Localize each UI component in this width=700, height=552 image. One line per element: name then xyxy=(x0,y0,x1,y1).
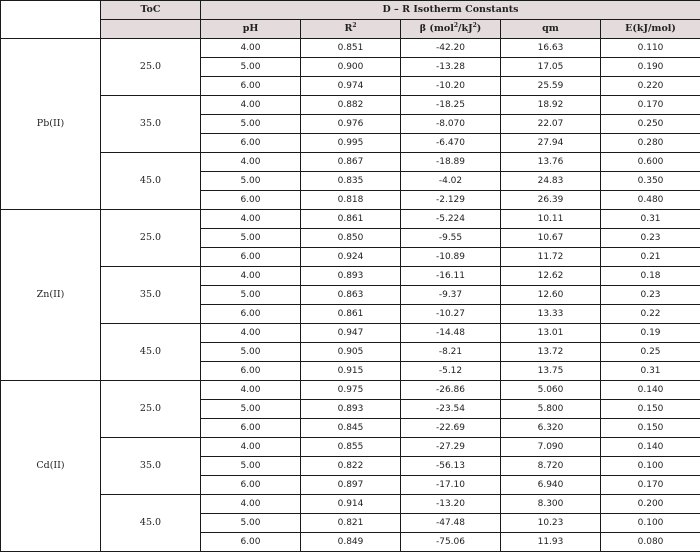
temperature-cell: 25.0 xyxy=(101,381,201,438)
ph-cell: 6.00 xyxy=(201,305,301,324)
ph-cell: 4.00 xyxy=(201,438,301,457)
beta-sup-1: 2 xyxy=(454,22,458,29)
ph-header: pH xyxy=(201,20,301,39)
table-row xyxy=(1,96,700,115)
beta-cell: -18.89 xyxy=(401,153,501,172)
qm-cell: 13.76 xyxy=(501,153,601,172)
energy-cell: 0.22 xyxy=(601,305,700,324)
qm-cell: 25.59 xyxy=(501,77,601,96)
table-row xyxy=(1,153,700,172)
energy-cell: 0.080 xyxy=(601,533,700,552)
beta-cell: -8.21 xyxy=(401,343,501,362)
temperature-cell: 45.0 xyxy=(101,324,201,381)
r-squared-cell: 0.995 xyxy=(301,134,401,153)
energy-cell: 0.170 xyxy=(601,96,700,115)
energy-cell: 0.31 xyxy=(601,362,700,381)
beta-cell: -14.48 xyxy=(401,324,501,343)
energy-header: E(kJ/mol) xyxy=(601,20,700,39)
beta-cell: -5.12 xyxy=(401,362,501,381)
metal-header-blank xyxy=(1,1,101,39)
r-squared-label: R xyxy=(344,23,352,34)
ph-cell: 4.00 xyxy=(201,381,301,400)
r-squared-cell: 0.845 xyxy=(301,419,401,438)
energy-cell: 0.150 xyxy=(601,419,700,438)
r-squared-cell: 0.915 xyxy=(301,362,401,381)
energy-cell: 0.600 xyxy=(601,153,700,172)
energy-cell: 0.250 xyxy=(601,115,700,134)
qm-cell: 5.060 xyxy=(501,381,601,400)
ph-cell: 6.00 xyxy=(201,362,301,381)
qm-cell: 12.62 xyxy=(501,267,601,286)
beta-header xyxy=(401,20,501,39)
ph-cell: 6.00 xyxy=(201,191,301,210)
r-squared-cell: 0.893 xyxy=(301,267,401,286)
temperature-cell: 45.0 xyxy=(101,153,201,210)
beta-label-pre: β (mol xyxy=(420,23,454,34)
r-squared-cell: 0.818 xyxy=(301,191,401,210)
beta-cell: -6.470 xyxy=(401,134,501,153)
r-squared-cell: 0.947 xyxy=(301,324,401,343)
energy-cell: 0.19 xyxy=(601,324,700,343)
beta-cell: -9.55 xyxy=(401,229,501,248)
energy-cell: 0.280 xyxy=(601,134,700,153)
beta-cell: -5.224 xyxy=(401,210,501,229)
ph-cell: 5.00 xyxy=(201,229,301,248)
qm-cell: 13.33 xyxy=(501,305,601,324)
energy-cell: 0.100 xyxy=(601,514,700,533)
ph-cell: 5.00 xyxy=(201,115,301,134)
qm-cell: 6.940 xyxy=(501,476,601,495)
temperature-subheader-blank xyxy=(101,20,201,39)
qm-cell: 11.93 xyxy=(501,533,601,552)
qm-cell: 7.090 xyxy=(501,438,601,457)
ph-cell: 6.00 xyxy=(201,248,301,267)
temperature-cell: 25.0 xyxy=(101,39,201,96)
qm-cell: 26.39 xyxy=(501,191,601,210)
header-row-2 xyxy=(1,20,700,39)
r-squared-cell: 0.849 xyxy=(301,533,401,552)
energy-cell: 0.21 xyxy=(601,248,700,267)
energy-cell: 0.150 xyxy=(601,400,700,419)
ph-cell: 6.00 xyxy=(201,533,301,552)
r-squared-cell: 0.905 xyxy=(301,343,401,362)
header-row-1 xyxy=(1,1,700,20)
energy-cell: 0.100 xyxy=(601,457,700,476)
isotherm-group-header: D – R Isotherm Constants xyxy=(201,1,700,20)
r-squared-cell: 0.882 xyxy=(301,96,401,115)
table-body xyxy=(1,39,700,552)
qm-cell: 13.01 xyxy=(501,324,601,343)
r-squared-cell: 0.976 xyxy=(301,115,401,134)
ph-cell: 4.00 xyxy=(201,324,301,343)
r-squared-cell: 0.900 xyxy=(301,58,401,77)
qm-cell: 10.23 xyxy=(501,514,601,533)
r-squared-cell: 0.863 xyxy=(301,286,401,305)
temperature-header: ToC xyxy=(101,1,201,20)
table-header xyxy=(1,1,700,39)
r-squared-cell: 0.867 xyxy=(301,153,401,172)
beta-cell: -26.86 xyxy=(401,381,501,400)
r-squared-cell: 0.851 xyxy=(301,39,401,58)
beta-label-post: ) xyxy=(477,23,482,34)
ph-cell: 6.00 xyxy=(201,77,301,96)
ph-cell: 4.00 xyxy=(201,96,301,115)
qm-cell: 16.63 xyxy=(501,39,601,58)
beta-label-mid: /kJ xyxy=(458,23,473,34)
r-squared-cell: 0.924 xyxy=(301,248,401,267)
qm-cell: 10.11 xyxy=(501,210,601,229)
r-squared-cell: 0.914 xyxy=(301,495,401,514)
qm-cell: 24.83 xyxy=(501,172,601,191)
r-squared-cell: 0.975 xyxy=(301,381,401,400)
metal-cell: Cd(II) xyxy=(1,381,101,552)
r-squared-cell: 0.821 xyxy=(301,514,401,533)
beta-cell: -8.070 xyxy=(401,115,501,134)
ph-cell: 5.00 xyxy=(201,286,301,305)
beta-cell: -47.48 xyxy=(401,514,501,533)
table-row xyxy=(1,438,700,457)
table-row xyxy=(1,381,700,400)
beta-cell: -22.69 xyxy=(401,419,501,438)
qm-cell: 11.72 xyxy=(501,248,601,267)
beta-cell: -23.54 xyxy=(401,400,501,419)
qm-cell: 8.300 xyxy=(501,495,601,514)
beta-cell: -10.20 xyxy=(401,77,501,96)
energy-cell: 0.200 xyxy=(601,495,700,514)
beta-cell: -16.11 xyxy=(401,267,501,286)
temperature-cell: 25.0 xyxy=(101,210,201,267)
temperature-cell: 35.0 xyxy=(101,96,201,153)
beta-cell: -2.129 xyxy=(401,191,501,210)
beta-sup-2: 2 xyxy=(473,22,477,29)
energy-cell: 0.25 xyxy=(601,343,700,362)
metal-cell: Zn(II) xyxy=(1,210,101,381)
energy-cell: 0.190 xyxy=(601,58,700,77)
beta-cell: -13.28 xyxy=(401,58,501,77)
ph-cell: 5.00 xyxy=(201,343,301,362)
ph-cell: 4.00 xyxy=(201,39,301,58)
qm-cell: 13.72 xyxy=(501,343,601,362)
energy-cell: 0.350 xyxy=(601,172,700,191)
energy-cell: 0.23 xyxy=(601,229,700,248)
energy-cell: 0.220 xyxy=(601,77,700,96)
table-row xyxy=(1,324,700,343)
r-squared-cell: 0.974 xyxy=(301,77,401,96)
r-squared-cell: 0.822 xyxy=(301,457,401,476)
beta-cell: -13.20 xyxy=(401,495,501,514)
ph-cell: 6.00 xyxy=(201,419,301,438)
beta-cell: -42.20 xyxy=(401,39,501,58)
temperature-cell: 35.0 xyxy=(101,438,201,495)
energy-cell: 0.170 xyxy=(601,476,700,495)
ph-cell: 5.00 xyxy=(201,58,301,77)
beta-cell: -27.29 xyxy=(401,438,501,457)
beta-cell: -17.10 xyxy=(401,476,501,495)
qm-cell: 13.75 xyxy=(501,362,601,381)
energy-cell: 0.140 xyxy=(601,381,700,400)
r-squared-cell: 0.835 xyxy=(301,172,401,191)
qm-cell: 22.07 xyxy=(501,115,601,134)
beta-cell: -4.02 xyxy=(401,172,501,191)
ph-cell: 5.00 xyxy=(201,457,301,476)
ph-cell: 4.00 xyxy=(201,495,301,514)
energy-cell: 0.23 xyxy=(601,286,700,305)
beta-cell: -18.25 xyxy=(401,96,501,115)
qm-cell: 8.720 xyxy=(501,457,601,476)
table-row xyxy=(1,210,700,229)
energy-cell: 0.480 xyxy=(601,191,700,210)
beta-cell: -10.27 xyxy=(401,305,501,324)
energy-cell: 0.18 xyxy=(601,267,700,286)
energy-cell: 0.140 xyxy=(601,438,700,457)
ph-cell: 5.00 xyxy=(201,172,301,191)
qm-cell: 17.05 xyxy=(501,58,601,77)
qm-header: qm xyxy=(501,20,601,39)
r-squared-sup: 2 xyxy=(352,22,356,29)
table-row xyxy=(1,39,700,58)
beta-cell: -10.89 xyxy=(401,248,501,267)
metal-cell: Pb(II) xyxy=(1,39,101,210)
qm-cell: 27.94 xyxy=(501,134,601,153)
energy-cell: 0.31 xyxy=(601,210,700,229)
qm-cell: 10.67 xyxy=(501,229,601,248)
ph-cell: 4.00 xyxy=(201,267,301,286)
energy-cell: 0.110 xyxy=(601,39,700,58)
beta-cell: -56.13 xyxy=(401,457,501,476)
r-squared-cell: 0.855 xyxy=(301,438,401,457)
r-squared-cell: 0.897 xyxy=(301,476,401,495)
ph-cell: 4.00 xyxy=(201,210,301,229)
qm-cell: 18.92 xyxy=(501,96,601,115)
r-squared-cell: 0.861 xyxy=(301,210,401,229)
r-squared-cell: 0.893 xyxy=(301,400,401,419)
temperature-cell: 45.0 xyxy=(101,495,201,552)
r-squared-header xyxy=(301,20,401,39)
beta-cell: -9.37 xyxy=(401,286,501,305)
r-squared-cell: 0.861 xyxy=(301,305,401,324)
r-squared-cell: 0.850 xyxy=(301,229,401,248)
ph-cell: 5.00 xyxy=(201,400,301,419)
table-row xyxy=(1,267,700,286)
ph-cell: 5.00 xyxy=(201,514,301,533)
beta-cell: -75.06 xyxy=(401,533,501,552)
temperature-cell: 35.0 xyxy=(101,267,201,324)
ph-cell: 6.00 xyxy=(201,134,301,153)
qm-cell: 12.60 xyxy=(501,286,601,305)
qm-cell: 6.320 xyxy=(501,419,601,438)
table-row xyxy=(1,495,700,514)
ph-cell: 4.00 xyxy=(201,153,301,172)
qm-cell: 5.800 xyxy=(501,400,601,419)
ph-cell: 6.00 xyxy=(201,476,301,495)
